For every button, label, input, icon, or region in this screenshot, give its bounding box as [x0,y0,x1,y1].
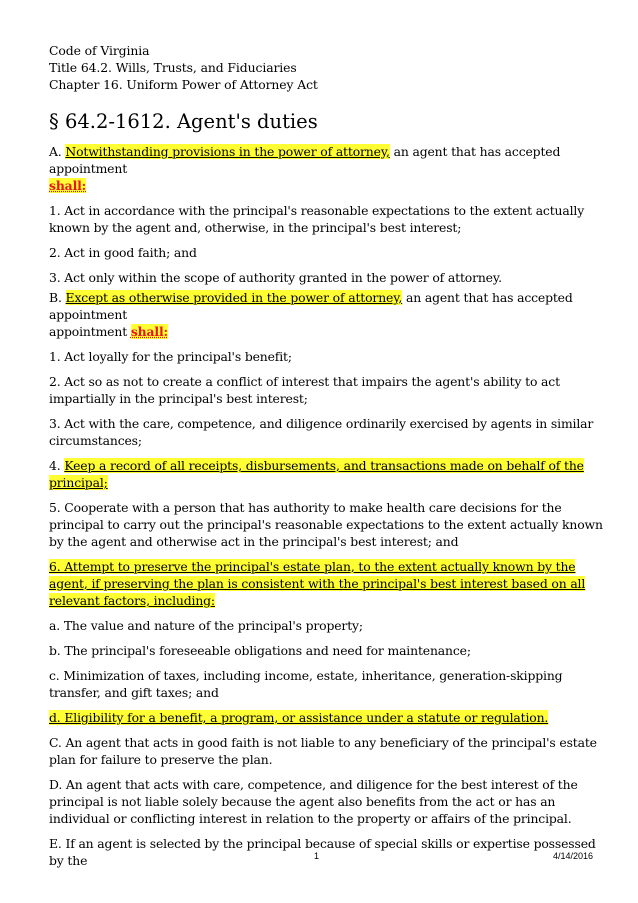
section-b-prefix: B. [49,290,66,305]
section-b-item-2: 2. Act so as not to create a conflict of interest that impairs the agent's ability to act impartially in the principal's best interest; [49,374,560,406]
section-b-item-d [49,709,605,726]
section-b-item-4 [49,457,605,491]
title-line: Title 64.2. Wills, Trusts, and Fiduciaries [49,60,297,75]
section-b-highlight: Except as otherwise provided in the power of attorney, [65,290,403,305]
section-b-item-c: c. Minimization of taxes, including income, estate, inheritance, generation-skipping transfer, and gift taxes; and [49,668,563,700]
section-b-item-4-highlight: Keep a record of all receipts, disbursements, and transactions made on behalf of the principal; [49,458,584,490]
section-b-item-a: a. The value and nature of the principal's property; [49,618,363,633]
section-title: § 64.2-1612. Agent's duties [49,110,318,133]
document-body [49,42,605,877]
section-a-item-2: 2. Act in good faith; and [49,245,197,260]
section-b-item-d-highlight: d. Eligibility for a benefit, a program, or assistance under a statute or regulation. [49,710,549,725]
section-b-item-6-highlight: 6. Attempt to preserve the principal's estate plan, to the extent actually known by the agent, if preserving the plan is consistent with the principal's best interest based on all relevant factors, including: [49,559,586,608]
code-name: Code of Virginia [49,43,150,58]
section-b-shall: shall: [130,324,168,339]
section-a-highlight: Notwithstanding provisions in the power of attorney, [65,144,390,159]
section-d: D. An agent that acts with care, competence, and diligence for the best interest of the principal is not liable solely because the agent also benefits from the act or has an individual or conflicting interest in relation to the property or affairs of the principal. [49,777,578,826]
chapter-line: Chapter 16. Uniform Power of Attorney Act [49,77,318,92]
section-e: E. If an agent is selected by the principal because of special skills or expertise possessed by the [49,836,596,868]
page-number: 1 [314,851,320,861]
section-b-item-5: 5. Cooperate with a person that has authority to make health care decisions for the principal to carry out the principal's reasonable expectations to the extent actually known by the agent and otherwise act in the principal's best interest; and [49,500,603,549]
section-a-text: an agent that has accepted appointment [49,144,561,176]
section-a-item-1: 1. Act in accordance with the principal's reasonable expectations to the extent actually known by the agent and, otherwise, in the principal's best interest; [49,203,585,235]
section-b-item-b: b. The principal's foreseeable obligations and need for maintenance; [49,643,471,658]
section-b-item-3: 3. Act with the care, competence, and diligence ordinarily exercised by agents in similar circumstances; [49,416,594,448]
section-b-item-4-prefix: 4. [49,458,65,473]
section-a-prefix: A. [49,144,66,159]
section-a [49,143,605,194]
footer-date: 4/14/2016 [553,851,594,861]
section-b-item-1: 1. Act loyally for the principal's benefit; [49,349,292,364]
section-a-item-3: 3. Act only within the scope of authority granted in the power of attorney. [49,270,502,285]
section-a-shall: shall: [49,178,87,193]
section-c: C. An agent that acts in good faith is not liable to any beneficiary of the principal's estate plan for failure to preserve the plan. [49,735,597,767]
section-b-item-6 [49,558,605,609]
section-b: B. Except as otherwise provided in the power of attorney, an agent that has accepted appointment appointment shall: [49,290,573,339]
section-b-text: an agent that has accepted appointment [49,290,573,322]
